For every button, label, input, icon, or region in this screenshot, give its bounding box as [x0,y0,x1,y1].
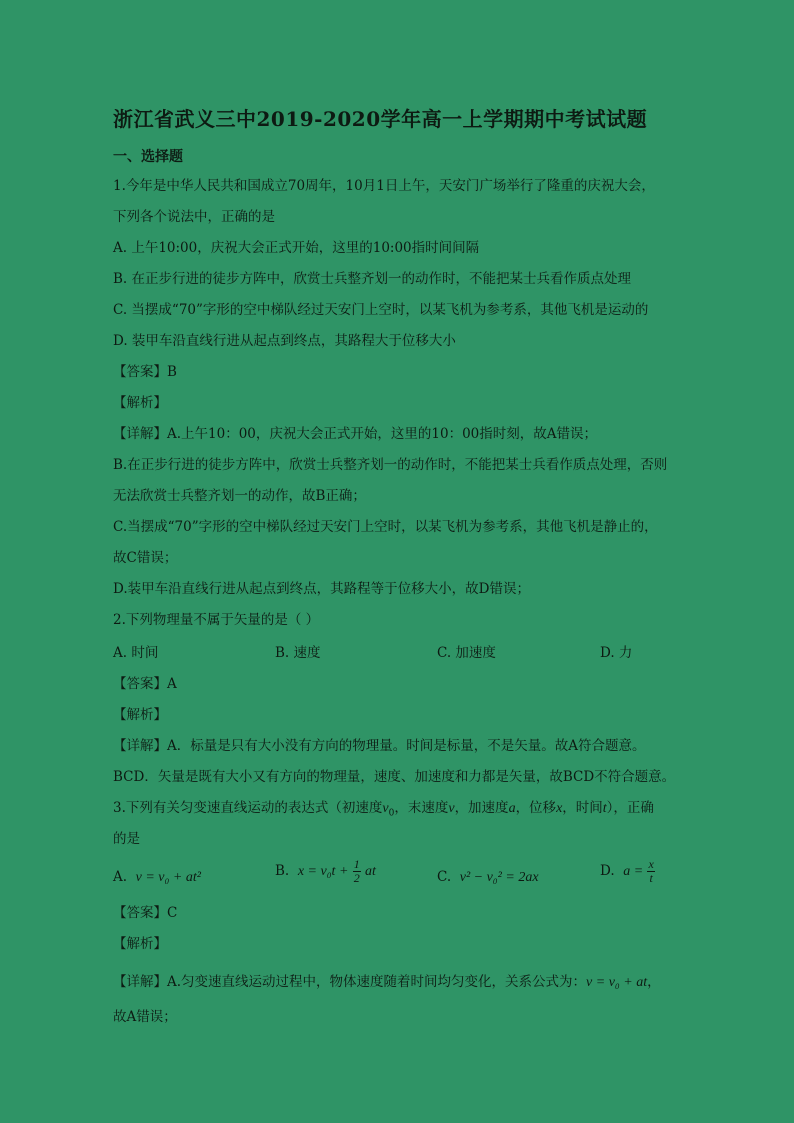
q1-detail-4: C.当摆成“70”字形的空中梯队经过天安门上空时，以某飞机为参考系，其他飞机是静止的， [113,519,658,535]
q3-detail-2: 故A错误； [113,1009,177,1025]
q2-analysis-label: 【解析】 [113,707,167,723]
q3-stem-text: 3.下列有关匀变速直线运动的表达式（初速度 [113,800,383,816]
q1-analysis-label: 【解析】 [113,395,167,411]
q3-option-a [113,867,201,888]
q1-option-b: B. 在正步行进的徒步方阵中，欣赏士兵整齐划一的动作时，不能把某士兵看作质点处理 [113,271,632,287]
q3-option-b-label: B. [275,863,290,879]
q3-option-b-formula-right: at [365,864,376,879]
q3-var-x: x [556,801,563,816]
q3-option-b-formula-left: x = v₀t + [297,864,349,879]
q3-option-d [600,858,655,885]
q1-option-d: D. 装甲车沿直线行进从起点到终点，其路程大于位移大小 [113,333,456,349]
q2-option-a: A. 时间 [113,645,159,661]
q3-stem-line2: 的是 [113,831,140,847]
q3-option-c-label: C. [437,869,452,885]
q2-detail-1: 【详解】A．标量是只有大小没有方向的物理量。时间是标量，不是矢量。故A符合题意。 [113,738,646,754]
q3-option-c-formula: v² − v₀² = 2ax [459,870,539,885]
q1-answer: 【答案】B [113,364,177,380]
q3-answer: 【答案】C [113,905,178,921]
q3-stem-text: ），正确 [606,800,654,816]
page-title: 浙江省武义三中2019-2020学年高一上学期期中考试试题 [113,107,648,131]
q3-option-d-formula-left: a = [623,864,644,879]
q1-option-a: A. 上午10:00，庆祝大会正式开始，这里的10:00指时间间隔 [113,240,480,256]
q1-detail-2: B.在正步行进的徒步方阵中，欣赏士兵整齐划一的动作时，不能把某士兵看作质点处理，否则 [113,457,668,473]
fraction-denominator: t [649,871,653,885]
q3-option-b [275,858,376,885]
fraction-numerator: 1 [353,857,360,871]
q2-stem: 2.下列物理量不属于矢量的是（ ） [113,612,320,628]
q3-option-c [437,867,539,888]
q2-detail-2: BCD．矢量是既有大小又有方向的物理量，速度、加速度和力都是矢量，故BCD不符合题意。 [113,769,676,785]
q3-detail-1-text: 【详解】A.匀变速直线运动过程中，物体速度随着时间均匀变化，关系公式为： [113,974,587,990]
q3-analysis-label: 【解析】 [113,936,167,952]
q3-option-a-label: A. [113,869,128,885]
q3-option-d-label: D. [600,863,615,879]
q3-detail-1 [113,972,661,993]
q1-stem-line1: 1.今年是中华人民共和国成立70周年，10月1日上午，天安门广场举行了隆重的庆祝大会， [113,178,655,194]
q3-option-d-fraction [647,858,654,885]
q3-stem-text: ，时间 [562,800,603,816]
q3-var-t: t [602,801,607,816]
q3-detail-1-formula: v = v₀ + at [586,975,648,990]
q1-option-c: C. 当摆成“70”字形的空中梯队经过天安门上空时，以某飞机为参考系，其他飞机是运动的 [113,302,649,318]
q1-detail-1: 【详解】A.上午10：00，庆祝大会正式开始，这里的10：00指时刻，故A错误； [113,426,598,442]
q2-option-c: C. 加速度 [437,645,496,661]
section-heading: 一、选择题 [113,149,183,165]
fraction-numerator: x [648,857,654,871]
q1-detail-3: 无法欣赏士兵整齐划一的动作，故B正确； [113,488,366,504]
q3-detail-1-punct: ， [647,974,661,990]
fraction-denominator: 2 [353,871,360,885]
q1-detail-5: 故C错误； [113,550,178,566]
q3-option-b-fraction [353,858,361,885]
q3-var-v: v [448,801,455,816]
q2-option-d: D. 力 [600,645,633,661]
q3-var-v0: v [382,801,389,816]
q3-option-a-formula: v = v₀ + at² [135,870,201,885]
q1-detail-6: D.装甲车沿直线行进从起点到终点，其路程等于位移大小，故D错误； [113,581,530,597]
q3-var-a: a [508,801,516,816]
q2-option-b: B. 速度 [275,645,321,661]
q3-stem-text: ，末速度 [394,800,449,816]
q1-stem-line2: 下列各个说法中，正确的是 [113,209,275,225]
q3-stem-line1 [113,798,654,824]
q3-stem-text: ，位移 [515,800,557,816]
q3-stem-text: ，加速度 [454,800,509,816]
q2-answer: 【答案】A [113,676,177,692]
q3-var-v0-sub: 0 [388,808,395,819]
